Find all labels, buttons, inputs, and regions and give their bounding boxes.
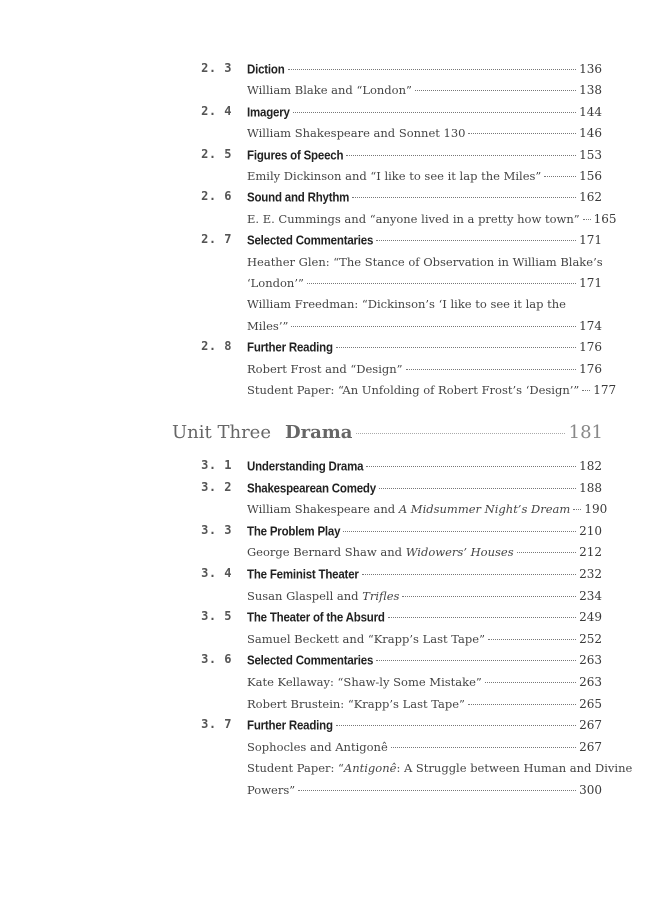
italic-title: Trifles: [362, 588, 400, 603]
toc-entry-row: [0, 123, 656, 143]
section-number: 2. 4: [201, 103, 232, 118]
entry-line: [247, 102, 602, 123]
dot-leader: [488, 639, 576, 640]
page-number: 138: [579, 83, 602, 98]
page-number: 153: [579, 147, 602, 162]
entry-line: [247, 629, 602, 649]
dot-leader: [376, 240, 576, 241]
toc-entry-row: [0, 273, 656, 293]
dot-leader: [356, 433, 565, 434]
toc-entry-row: [0, 252, 656, 272]
section-title: Selected Commentaries: [247, 654, 374, 669]
entry-title: Emily Dickinson and “I like to see it lap the Miles”: [247, 169, 542, 183]
entry-line: [247, 187, 602, 208]
unit-title: Drama: [285, 422, 353, 443]
section-number: 2. 8: [201, 339, 232, 354]
entry-title: Robert Brustein: “Krapp’s Last Tape”: [247, 696, 465, 711]
dot-leader: [352, 197, 576, 198]
italic-title: A Midsummer Night’s Dream: [398, 502, 571, 517]
dot-leader: [291, 326, 576, 327]
entry-line: [247, 316, 602, 336]
toc-entry-row: [0, 629, 656, 649]
toc-entry-row: [0, 672, 656, 692]
section-title: Understanding Drama: [247, 460, 364, 474]
page-number: 232: [579, 567, 602, 581]
entry-line: [247, 780, 602, 800]
entry-title: William Blake and “London”: [247, 83, 412, 98]
section-number: 3. 1: [201, 458, 232, 472]
entry-line: [247, 123, 602, 143]
entry-title: Samuel Beckett and “Krapp’s Last Tape”: [247, 631, 485, 646]
entry-title: William Freedman: “Dickinson’s ‘I like to see it lap the: [247, 297, 566, 312]
entry-line: [247, 230, 602, 251]
page-number: 212: [579, 545, 602, 560]
page-number: 146: [579, 126, 602, 141]
section-title: The Theater of the Absurd: [247, 611, 385, 625]
entry-line: [247, 145, 602, 166]
entry-line: [247, 542, 602, 562]
section-number: 3. 7: [201, 717, 232, 732]
dot-leader: [582, 390, 590, 391]
entry-line: [247, 478, 602, 499]
section-number: 3. 6: [201, 652, 232, 667]
entry-title: George Bernard Shaw and Widowers’ Houses: [247, 545, 514, 560]
dot-leader: [346, 155, 576, 156]
dot-leader: [293, 112, 576, 113]
dot-leader: [468, 704, 576, 705]
toc-entry-row: [0, 166, 656, 186]
section-title: Diction: [247, 63, 285, 77]
unit-heading: [0, 420, 656, 448]
entry-line: [247, 59, 602, 80]
toc-section-row: [0, 478, 656, 498]
dot-leader: [544, 176, 576, 177]
page-number: 165: [593, 211, 617, 226]
dot-leader: [415, 90, 576, 91]
page-number: 162: [579, 190, 602, 205]
toc-section-row: [0, 59, 656, 79]
entry-line: [247, 337, 602, 358]
dot-leader: [517, 552, 576, 553]
entry-title: Student Paper: “An Unfolding of Robert Frost’s ‘Design’”: [247, 383, 580, 397]
unit-page-number: 181: [568, 422, 603, 443]
entry-title: ‘London’”: [247, 276, 304, 290]
section-title: Imagery: [247, 106, 290, 120]
page-number: 252: [579, 631, 602, 646]
entry-line: [247, 166, 602, 186]
entry-title: Robert Frost and “Design”: [247, 361, 403, 376]
toc-entry-row: [0, 209, 656, 229]
page-number: 210: [579, 523, 602, 538]
section-title: The Feminist Theater: [247, 568, 359, 582]
section-title: Selected Commentaries: [247, 234, 374, 248]
page-number: 300: [579, 783, 602, 797]
toc-entry-row: [0, 359, 656, 379]
toc-section-row: [0, 607, 656, 627]
dot-leader: [388, 617, 576, 618]
section-title: The Problem Play: [247, 525, 341, 539]
page-number: 156: [579, 169, 602, 183]
toc-section-row: [0, 715, 656, 735]
page-number: 267: [579, 718, 602, 733]
page-number: 171: [579, 233, 602, 248]
dot-leader: [485, 682, 576, 683]
dot-leader: [288, 69, 577, 70]
dot-leader: [343, 531, 576, 532]
page-number: 144: [579, 104, 602, 119]
toc-section-row: [0, 564, 656, 584]
page-number: 188: [579, 480, 602, 495]
dot-leader: [406, 369, 577, 370]
page-number: 267: [579, 739, 602, 754]
section-number: 3. 3: [201, 522, 232, 537]
italic-title: Antigonê: [343, 761, 397, 776]
entry-line: [247, 273, 602, 293]
page-number: 174: [579, 318, 602, 333]
page-number: 177: [593, 383, 617, 397]
entry-line: [247, 209, 617, 229]
section-title: Shakespearean Comedy: [247, 481, 376, 496]
page-number: 136: [579, 62, 602, 76]
entry-title: William Shakespeare and Sonnet 130: [247, 126, 466, 141]
toc-entry-row: [0, 586, 656, 606]
entry-title: Kate Kellaway: “Shaw-ly Some Mistake”: [247, 675, 482, 689]
dot-leader: [307, 283, 576, 284]
page-number: 171: [579, 276, 602, 290]
dot-leader: [402, 596, 576, 597]
section-title: Further Reading: [247, 719, 333, 733]
page-number: 190: [584, 502, 608, 517]
dot-leader: [362, 574, 576, 575]
section-number: 2. 3: [201, 61, 232, 75]
dot-leader: [336, 725, 576, 726]
entry-title: Sophocles and Antigonê: [247, 739, 388, 754]
page-number: 176: [579, 340, 602, 355]
dot-leader: [573, 509, 581, 510]
dot-leader: [379, 488, 576, 489]
dot-leader: [583, 219, 591, 220]
entry-title: Heather Glen: “The Stance of Observation in William Blake’s: [247, 254, 603, 269]
toc-section-row: [0, 337, 656, 357]
toc-section-row: [0, 521, 656, 541]
page-number: 176: [579, 361, 602, 376]
dot-leader: [376, 660, 576, 661]
toc-section-row: [0, 187, 656, 207]
entry-title: Miles’”: [247, 318, 289, 333]
entry-line: [247, 380, 617, 400]
entry-title: Student Paper: “Antigonê: A Struggle between Human and Divine: [247, 761, 633, 776]
entry-line: [247, 521, 602, 542]
toc-entry-row: [0, 542, 656, 562]
entry-line: [247, 80, 602, 100]
entry-line: [247, 650, 602, 671]
entry-line: [247, 456, 602, 477]
dot-leader: [298, 790, 576, 791]
entry-title: E. E. Cummings and “anyone lived in a pretty how town”: [247, 211, 580, 226]
section-title: Figures of Speech: [247, 148, 344, 163]
section-number: 3. 4: [201, 566, 232, 580]
toc-entry-row: [0, 294, 656, 314]
toc-section-row: [0, 230, 656, 250]
section-number: 2. 6: [201, 189, 232, 204]
section-title: Sound and Rhythm: [247, 191, 350, 206]
entry-title: William Shakespeare and A Midsummer Night’s Dream: [247, 502, 571, 517]
entry-line: [247, 359, 602, 379]
page-number: 263: [579, 653, 602, 668]
entry-line: [247, 607, 602, 628]
dot-leader: [366, 466, 576, 467]
toc-section-row: [0, 456, 656, 476]
page-number: 265: [579, 696, 602, 711]
page-number: 249: [579, 610, 602, 625]
section-number: 3. 2: [201, 479, 232, 494]
unit-label: Unit Three: [172, 422, 271, 443]
toc-entry-row: [0, 758, 656, 778]
toc-entry-row: [0, 780, 656, 800]
dot-leader: [468, 133, 576, 134]
entry-line: [247, 564, 602, 585]
toc-section-row: [0, 650, 656, 670]
unit-entry: [352, 420, 603, 446]
toc-entry-row: [0, 499, 656, 519]
page-number: 182: [579, 459, 602, 473]
toc-section-row: [0, 145, 656, 165]
entry-line: [247, 672, 602, 692]
section-number: 2. 5: [201, 146, 232, 161]
entry-line: [247, 694, 602, 714]
dot-leader: [391, 747, 576, 748]
section-number: 3. 5: [201, 609, 232, 624]
entry-title: Susan Glaspell and Trifles: [247, 588, 400, 603]
entry-title: Powers”: [247, 783, 296, 797]
toc-entry-row: [0, 380, 656, 400]
entry-line: [247, 715, 602, 736]
section-title: Further Reading: [247, 341, 333, 355]
toc-section-row: [0, 102, 656, 122]
entry-line: [247, 499, 608, 519]
entry-line: [247, 737, 602, 757]
toc-entry-row: [0, 80, 656, 100]
toc-entry-row: [0, 316, 656, 336]
toc-entry-row: [0, 737, 656, 757]
page-number: 234: [579, 588, 602, 603]
entry-line: [247, 586, 602, 606]
toc-entry-row: [0, 694, 656, 714]
section-number: 2. 7: [201, 232, 232, 247]
italic-title: Widowers’ Houses: [405, 545, 514, 560]
dot-leader: [336, 347, 576, 348]
page-number: 263: [579, 675, 602, 689]
